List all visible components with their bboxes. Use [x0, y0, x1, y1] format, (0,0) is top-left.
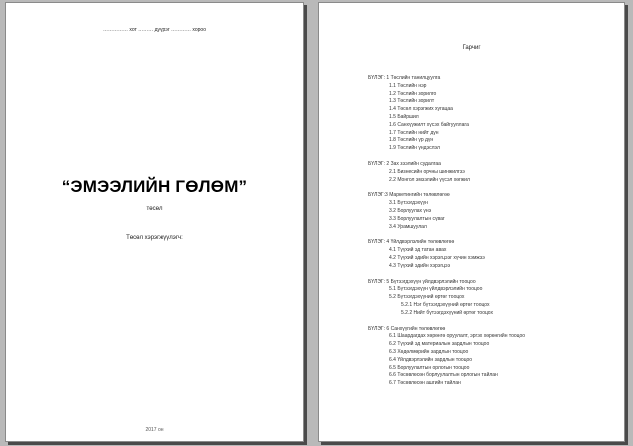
- toc-item: 3.4 Урамшуулал: [389, 223, 427, 230]
- toc-item: 5.1 Бүтээгдэхүүн үйлдвэрлэлийн тооцоо: [389, 286, 483, 293]
- toc-item: 1.4 Төсөл хэрэгжих хугацаа: [389, 106, 453, 113]
- toc-chapter: БҮЛЭГ: 6 Санхүүгийн төлөвлөгөө: [368, 325, 446, 332]
- toc-page: [318, 2, 625, 442]
- toc-item: 4.2 Түүхий эдийн хэрэгцээг хүчин хэмжээ: [389, 255, 485, 261]
- toc-item: 1.8 Төслийн үр дүн: [389, 137, 434, 144]
- toc-item: 4.1 Түүхий эд татан авах: [389, 247, 447, 254]
- toc-title: Гарчиг: [462, 45, 481, 51]
- toc-item: 6.5 Борлуулалтын орлогын тооцоо: [389, 364, 470, 371]
- toc-item: 1.9 Төслийн үндэслэл: [389, 145, 440, 152]
- cover-subtitle: төсөл: [146, 206, 163, 212]
- toc-item: 1.5 Байршил: [389, 114, 419, 120]
- toc-item: 2.1 Бизнесийн орчны шинжилгээ: [389, 168, 465, 175]
- toc-item: 6.4 Үйлдвэрлэлийн зардлын тооцоо: [389, 356, 473, 363]
- toc-item: 1.7 Төслийн нийт дүн: [389, 129, 439, 136]
- cover-author-line: Төсөл хэрэгжүүлэгч:: [126, 235, 183, 241]
- toc-item: 1.2 Төслийн зорилго: [389, 90, 437, 97]
- toc-item: 1.6 Санхүүжилт хүсэх байгууллага: [389, 121, 469, 128]
- toc-item: 3.3 Борлуулалтын сүваг: [389, 215, 445, 222]
- toc-item: 3.2 Борлуулах үнэ: [389, 208, 432, 214]
- toc-chapter: БҮЛЭГ: 2 Зах зээлийн судалгаа: [368, 161, 441, 167]
- toc-item: 6.1 Шаардагдах хөрөнгө оруулалт, эргэх хөрөнгийн тооцоо: [389, 333, 526, 340]
- toc-item: 5.2.1 Нэг бүтээгдэхүүний өртөг тооцох: [401, 302, 490, 308]
- toc-item: 2.2 Монгол эмээлийн үүсэл хөгжил: [389, 176, 470, 183]
- toc-chapter: БҮЛЭГ: 5 Бүтээгдэхүүн үйлдвэрлэлийн тооцоо: [368, 278, 476, 285]
- toc-chapter: БҮЛЭГ:3 Маркетингийн төлөвлөгөө: [368, 192, 450, 199]
- toc-chapter: БҮЛЭГ: 1 Төслийн танилцуулга: [368, 75, 441, 81]
- toc-item: 1.3 Төслийн зорилт: [389, 98, 435, 105]
- cover-title: “ЭМЭЭЛИЙН ГӨЛӨМ”: [61, 177, 248, 196]
- toc-chapter: БҮЛЭГ: 4 Үйлдвэрлэлийн төлөвлөгөө: [368, 239, 455, 246]
- cover-header: …………… хот ……… дүүрэг ………… хороо: [103, 27, 206, 33]
- toc-item: 6.6 Төсөвлөсөн борлуулалтын орлогын тайлан: [389, 372, 498, 379]
- cover-year: 2017 он: [145, 427, 164, 433]
- toc-item: 3.1 Бүтээгдэхүүн: [389, 200, 428, 207]
- toc-item: 6.7 Төсөвлөсөн ашгийн тайлан: [389, 380, 461, 387]
- toc-item: 4.3 Түүхий эдийн хэрэгцээ: [389, 262, 451, 269]
- toc-item: 5.2.2 Нийт бүтээгдэхүүний өртөг тооцох: [401, 309, 494, 316]
- toc-item: 5.2 Бүтээгдэхүүний өртөг тооцох: [389, 294, 465, 301]
- toc-item: 1.1 Төслийн нэр: [389, 82, 427, 89]
- cover-page: [5, 2, 304, 442]
- toc-item: 6.3 Хөдөлмөрийн зардлын тооцоо: [389, 349, 469, 355]
- toc-item: 6.2 Түүхий эд материалын зардлын тооцоо: [389, 341, 490, 348]
